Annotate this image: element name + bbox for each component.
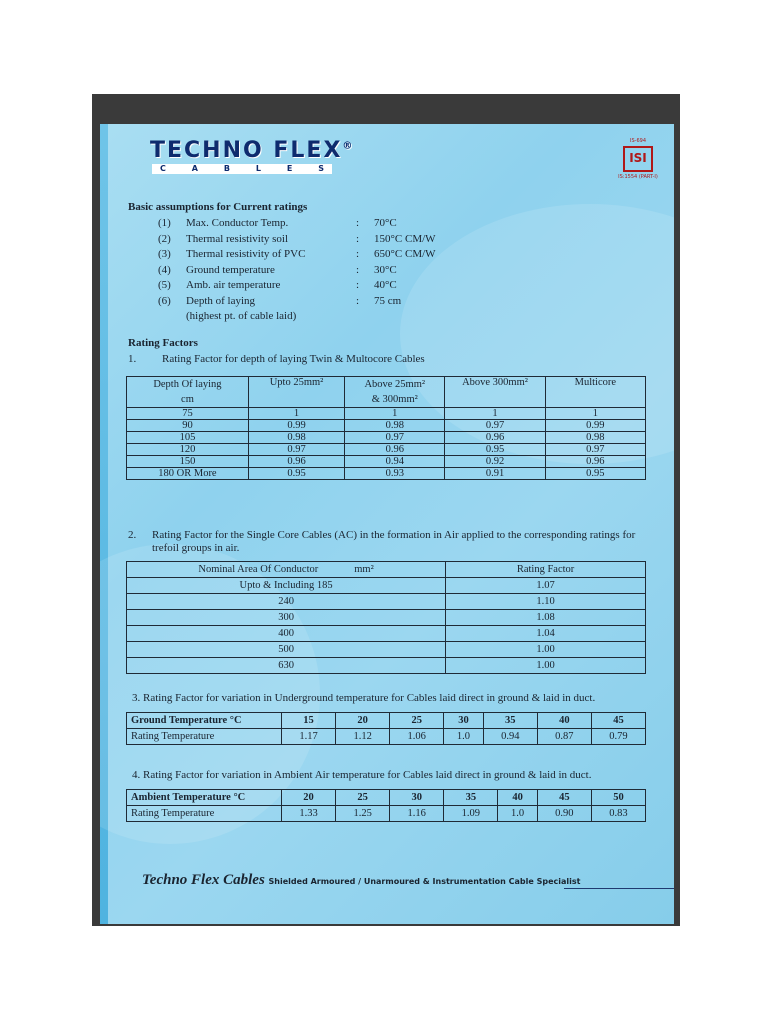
section2-title: Rating Factor for the Single Core Cables (AC) in the formation in Air applied to the corresponding ratings for trefoil groups in air. (152, 529, 636, 554)
table-row: 150 0.96 0.94 0.92 0.96 (127, 456, 646, 468)
table-row: 180 OR More 0.95 0.93 0.91 0.95 (127, 468, 646, 480)
section3-title: 3. Rating Factor for variation in Underground temperature for Cables laid direct in ground & laid in duct. (132, 692, 596, 704)
single-core-table (126, 561, 646, 674)
table-row: 75 1 1 1 1 (127, 408, 646, 420)
table-row: 90 0.99 0.98 0.97 0.99 (127, 420, 646, 432)
table-row: 240 1.10 (127, 594, 646, 610)
footer-rule (564, 888, 674, 889)
table-row: Rating Temperature 1.33 1.25 1.16 1.09 1.0 0.90 0.83 (127, 806, 646, 822)
isi-mark: IS-694 ISI IS:1554 (PART-I) (618, 138, 658, 180)
assumption-note: (highest pt. of cable laid) (186, 310, 297, 322)
assumption-item: (2) Thermal resistivity soil : 150°C CM/W (158, 232, 436, 245)
table-row: Upto & Including 185 1.07 (127, 578, 646, 594)
brand-logo: TECHNO FLEX® (150, 138, 355, 163)
depth-rating-table (126, 376, 646, 480)
isi-logo-icon: ISI (623, 146, 653, 172)
table-row: 300 1.08 (127, 610, 646, 626)
section4-title: 4. Rating Factor for variation in Ambient Air temperature for Cables laid direct in ground & laid in duct. (132, 769, 592, 781)
table-row: 120 0.97 0.96 0.95 0.97 (127, 444, 646, 456)
table-row: Ambient Temperature °C 20 25 30 35 40 45 50 (127, 790, 646, 806)
assumption-item: (6) Depth of laying : 75 cm (158, 294, 402, 307)
assumptions-list (158, 217, 638, 326)
ground-temp-table (126, 712, 646, 745)
assumption-item: (1) Max. Conductor Temp. : 70°C (158, 217, 397, 229)
assumption-item: (5) Amb. air temperature : 40°C (158, 279, 397, 291)
section2-num: 2. (128, 529, 137, 541)
section1-num: 1. (128, 353, 137, 365)
table-header-row: Nominal Area Of Conductor mm² Rating Factor (127, 562, 646, 578)
table-row: 630 1.00 (127, 658, 646, 674)
table-row: 105 0.98 0.97 0.96 0.98 (127, 432, 646, 444)
assumption-item: (4) Ground temperature : 30°C (158, 263, 397, 276)
assumption-item: (3) Thermal resistivity of PVC : 650°C CM/W (158, 248, 436, 260)
rating-factors-title: Rating Factors (128, 337, 198, 349)
table-row: 500 1.00 (127, 642, 646, 658)
ambient-temp-table (126, 789, 646, 822)
brand-subtitle: C A B L E S (152, 164, 332, 174)
footer-text: Techno Flex Cables Shielded Armoured / Unarmoured & Instrumentation Cable Specialist (142, 872, 581, 888)
table-row: Rating Temperature 1.17 1.12 1.06 1.0 0.94 0.87 0.79 (127, 729, 646, 745)
table-header-row: Depth Of laying cm Upto 25mm² Above 25mm² & 300mm² Above 300mm² Multicore (127, 377, 646, 408)
table-row: 400 1.04 (127, 626, 646, 642)
table-row: Ground Temperature °C 15 20 25 30 35 40 45 (127, 713, 646, 729)
section1-title: Rating Factor for depth of laying Twin & Multocore Cables (162, 353, 425, 365)
document-page (100, 124, 674, 924)
assumptions-title: Basic assumptions for Current ratings (128, 201, 308, 213)
